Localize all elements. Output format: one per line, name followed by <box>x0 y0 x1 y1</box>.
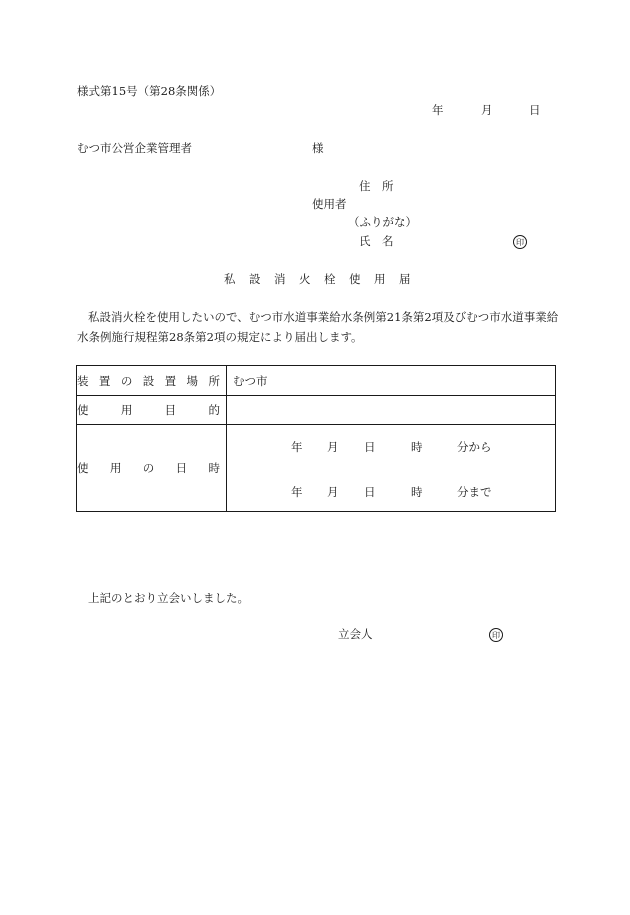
location-label-cell <box>77 366 227 396</box>
date-day-label: 日 <box>529 103 541 117</box>
addressee-name: むつ市公営企業管理者 <box>77 141 192 155</box>
to-minute-label: 分まで <box>457 485 492 499</box>
purpose-label-cell <box>77 396 227 425</box>
table-row-location <box>77 366 556 396</box>
name-label: 氏 名 <box>359 234 394 248</box>
datetime-label-cell <box>77 425 227 512</box>
user-label: 使用者 <box>312 197 347 211</box>
witness-seal-icon <box>489 628 503 642</box>
to-year-label: 年 <box>291 485 303 499</box>
location-value[interactable]: むつ市 <box>227 366 556 396</box>
datetime-label: 使 用 の 日 時 <box>77 461 220 475</box>
to-month-label: 月 <box>327 485 339 499</box>
applicant-seal: 印 <box>513 235 527 249</box>
to-hour-label: 時 <box>411 485 423 499</box>
to-day-label: 日 <box>364 485 376 499</box>
from-month-label: 月 <box>327 440 339 454</box>
from-minute-label: 分から <box>457 440 492 454</box>
form-number: 様式第15号（第28条関係） <box>77 84 222 98</box>
datetime-fields <box>227 425 555 511</box>
from-year-label: 年 <box>291 440 303 454</box>
date-month-label: 月 <box>481 103 493 117</box>
witness-statement: 上記のとおり立会いしました。 <box>88 591 249 605</box>
table-row-datetime <box>77 425 556 512</box>
body-text: 私設消火栓を使用したいので、むつ市水道事業給水条例第21条第2項及びむつ市水道事業給水条例施行規程第28条第2項の規定により届出します。 <box>77 310 559 344</box>
addressee-honorific: 様 <box>312 141 324 155</box>
from-hour-label: 時 <box>411 440 423 454</box>
table-row-purpose <box>77 396 556 425</box>
document-title: 私 設 消 火 栓 使 用 届 <box>224 272 412 286</box>
purpose-label: 使 用 目 的 <box>77 403 220 417</box>
usage-table <box>76 365 556 512</box>
datetime-value[interactable] <box>227 425 556 512</box>
from-day-label: 日 <box>364 440 376 454</box>
applicant-seal-icon <box>513 235 527 249</box>
purpose-value[interactable] <box>227 396 556 425</box>
witness-seal: 印 <box>489 628 503 642</box>
furigana-label: （ふりがな） <box>348 215 417 229</box>
address-label: 住 所 <box>359 179 394 193</box>
date-year-label: 年 <box>432 103 444 117</box>
location-label: 装 置 の 設 置 場 所 <box>77 373 220 388</box>
witness-label: 立会人 <box>338 627 373 641</box>
